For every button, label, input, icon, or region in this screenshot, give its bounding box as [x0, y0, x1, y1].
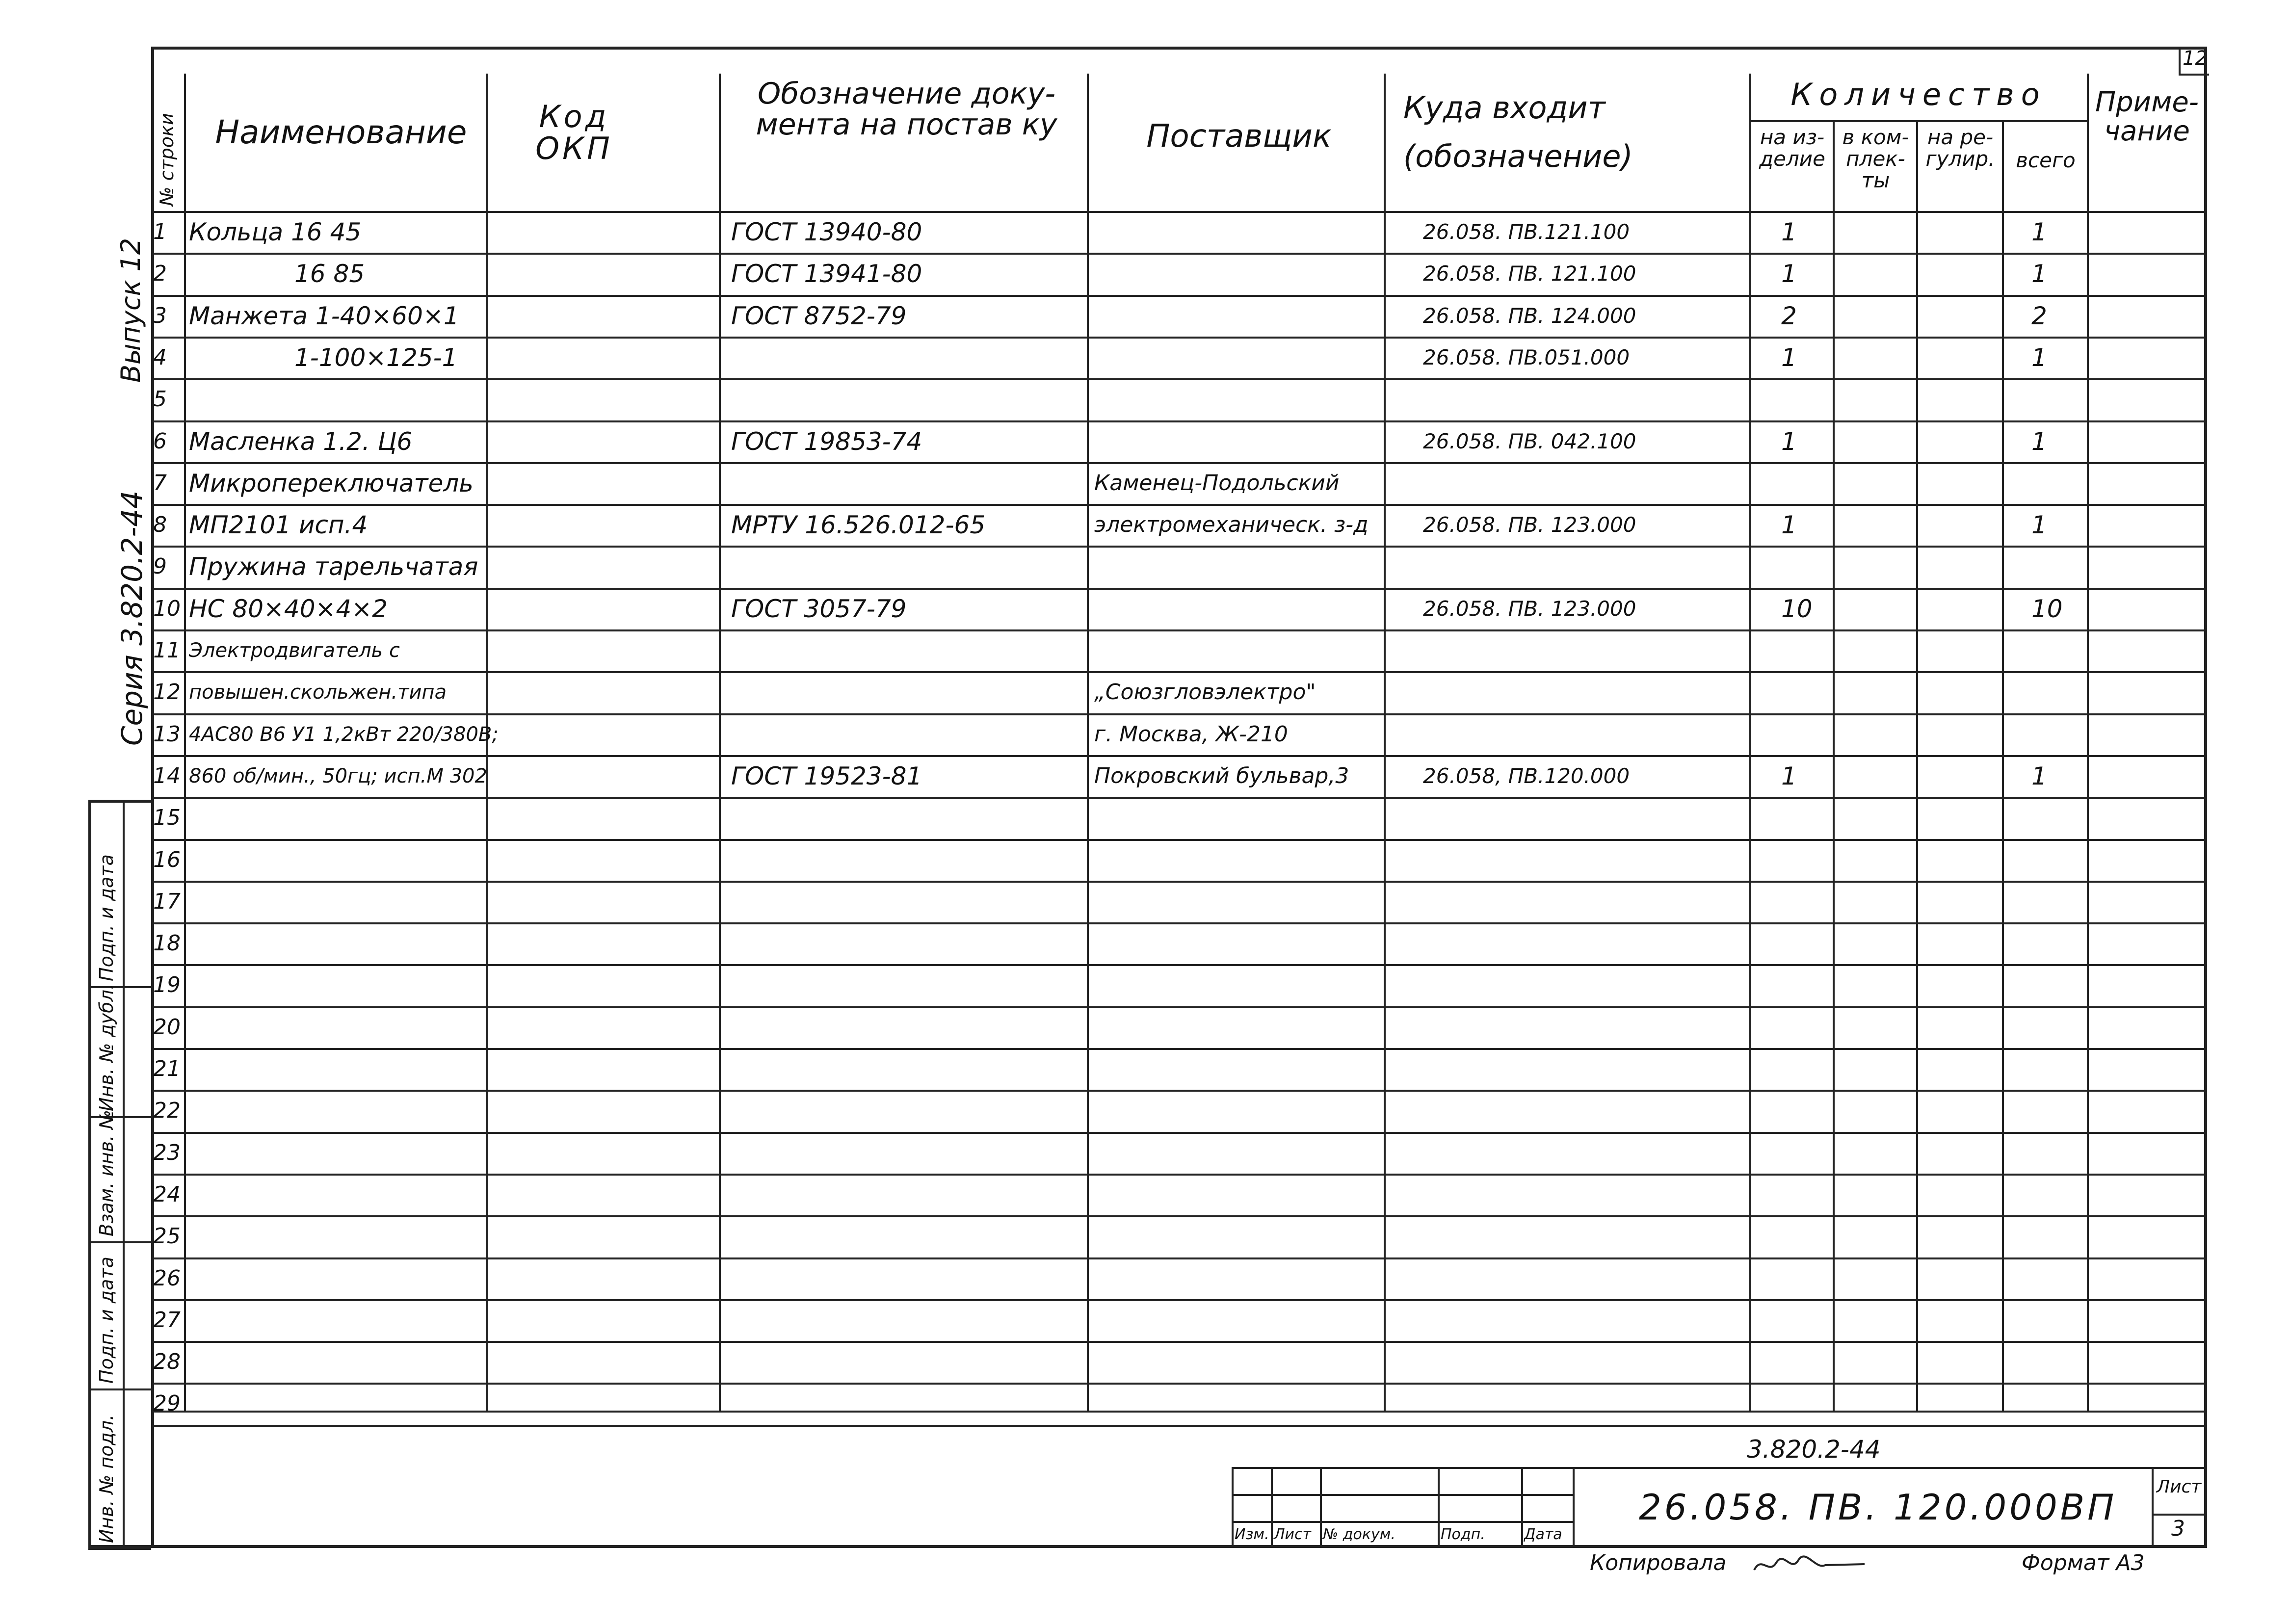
cell-supplier: Каменец-Подольский — [1094, 470, 1340, 496]
row-number: 29 — [153, 1391, 181, 1416]
cell-item: 1 — [1781, 218, 1797, 246]
row-line — [151, 1174, 2207, 1176]
cell-name: 860 об/мин., 50гц; исп.М 302 — [189, 764, 487, 787]
seriya-label: Серия 3.820.2-44 — [115, 490, 149, 746]
col-line-supplier — [1384, 74, 1386, 1411]
cell-total: 1 — [2031, 218, 2047, 246]
cell-where: 26.058. ПВ.121.100 — [1423, 220, 1630, 244]
row-number: 6 — [153, 428, 167, 454]
cell-name: повышен.скольжен.типа — [189, 681, 447, 704]
row-number: 28 — [153, 1349, 181, 1375]
cell-total: 1 — [2031, 343, 2047, 372]
cell-name: Микропереключатель — [189, 469, 474, 498]
copier-signature — [1752, 1550, 1869, 1580]
row-number: 27 — [153, 1307, 181, 1333]
cell-total: 1 — [2031, 511, 2047, 540]
copied-label: Копировала — [1590, 1550, 1727, 1575]
cell-where: 26.058. ПВ. 123.000 — [1423, 513, 1636, 537]
row-line — [151, 337, 2207, 339]
sheet-label: Лист — [2157, 1477, 2202, 1497]
stamp-col-label: Дата — [1524, 1526, 1562, 1543]
sheet-number: 3 — [2171, 1516, 2185, 1541]
cell-item: 10 — [1781, 594, 1813, 623]
header-supplier: Поставщик — [1146, 118, 1332, 155]
cell-supplier: Покровский бульвар,3 — [1094, 763, 1349, 788]
header-qty-repair: на ре-гулир. — [1925, 125, 1995, 171]
cell-doc: ГОСТ 19523-81 — [731, 761, 922, 790]
stamp-vline — [1521, 1467, 1523, 1548]
page-number: 12 — [2183, 47, 2208, 70]
row-line — [151, 1257, 2207, 1259]
header-qty-total: всего — [2016, 148, 2076, 172]
cell-total: 1 — [2031, 427, 2047, 456]
stamp-col-label: Изм. — [1235, 1526, 1269, 1543]
header-qty-item: на из-делие — [1759, 125, 1825, 171]
cell-item: 1 — [1781, 761, 1797, 790]
row-number: 12 — [153, 680, 181, 705]
cell-supplier: „Союзгловэлектро" — [1094, 680, 1316, 705]
row-line — [151, 1006, 2207, 1008]
col-line-num — [184, 74, 186, 1411]
qty-header-line — [1749, 120, 2087, 122]
col-line-total — [2087, 74, 2089, 1411]
cell-doc: ГОСТ 13941-80 — [731, 260, 922, 288]
header-doc: Обозначение доку-мента на постав ку — [756, 77, 1057, 142]
stamp-vline — [1320, 1467, 1322, 1548]
cell-where: 26.058. ПВ.051.000 — [1423, 345, 1630, 369]
row-line — [151, 839, 2207, 841]
header-bottom-line — [151, 211, 2207, 213]
header-note: Приме-чание — [2095, 86, 2199, 147]
side-strip-line — [88, 1388, 151, 1390]
row-number: 1 — [153, 219, 167, 244]
side-label: Подп. и дата — [96, 1257, 117, 1384]
cell-name: Кольца 16 45 — [189, 218, 362, 246]
side-label: Инв. № подл. — [96, 1414, 117, 1543]
doc-code: 26.058. ПВ. 120.000ВП — [1639, 1487, 2117, 1528]
stamp-col-label: № докум. — [1323, 1526, 1395, 1543]
cell-item: 1 — [1781, 511, 1797, 540]
row-line — [151, 1132, 2207, 1134]
row-number: 13 — [153, 721, 181, 747]
cell-doc: МРТУ 16.526.012-65 — [731, 511, 986, 540]
cell-where: 26.058, ПВ.120.000 — [1423, 763, 1630, 788]
cell-item: 1 — [1781, 260, 1797, 288]
row-number: 20 — [153, 1014, 181, 1040]
row-line — [151, 881, 2207, 883]
row-number: 8 — [153, 512, 167, 538]
stamp-vline — [1573, 1467, 1575, 1548]
row-line — [151, 1299, 2207, 1301]
cell-where: 26.058. ПВ. 123.000 — [1423, 596, 1636, 621]
row-line — [151, 922, 2207, 924]
row-number: 7 — [153, 470, 167, 496]
stamp-col-label: Лист — [1274, 1526, 1312, 1543]
row-number: 2 — [153, 261, 167, 287]
row-line — [151, 1383, 2207, 1385]
header-where: Куда входит (обозначение) — [1403, 90, 1633, 175]
header-qty-kit: в ком-плек-ты — [1842, 125, 1909, 193]
row-number: 22 — [153, 1098, 181, 1124]
cell-name: Электродвигатель с — [189, 639, 400, 662]
cell-name: Пружина тарельчатая — [189, 552, 478, 581]
header-okp: Код ОКП — [535, 99, 613, 167]
cell-doc: ГОСТ 13940-80 — [731, 218, 922, 246]
row-number: 23 — [153, 1140, 181, 1165]
cell-item: 1 — [1781, 427, 1797, 456]
row-number: 14 — [153, 763, 181, 788]
series-code: 3.820.2-44 — [1747, 1435, 1881, 1464]
cell-where: 26.058. ПВ. 042.100 — [1423, 429, 1636, 453]
row-number: 9 — [153, 554, 167, 579]
row-number: 21 — [153, 1056, 181, 1081]
cell-total: 2 — [2031, 301, 2047, 330]
side-label: Подп. и дата — [96, 854, 117, 981]
cell-doc: ГОСТ 8752-79 — [731, 301, 907, 330]
row-number: 11 — [153, 638, 181, 663]
row-number: 5 — [153, 387, 167, 412]
row-line — [151, 1090, 2207, 1092]
side-label: Взам. инв. № — [96, 1109, 117, 1236]
vypusk-label: Выпуск 12 — [115, 237, 146, 383]
side-strip-line — [88, 1548, 151, 1550]
row-line — [151, 964, 2207, 966]
row-number: 26 — [153, 1265, 181, 1291]
cell-total: 1 — [2031, 761, 2047, 790]
col-line-where — [1749, 74, 1751, 1411]
cell-name: НС 80×40×4×2 — [189, 594, 388, 623]
cell-name: 1-100×125-1 — [294, 343, 458, 372]
format-label: Формат А3 — [2022, 1550, 2145, 1575]
stamp-vline — [1271, 1467, 1273, 1548]
cell-name: 4АС80 В6 У1 1,2кВт 220/380В; — [189, 723, 499, 746]
cell-item: 1 — [1781, 343, 1797, 372]
row-number: 4 — [153, 344, 167, 370]
row-line — [151, 1215, 2207, 1217]
row-number: 10 — [153, 596, 181, 621]
row-line — [151, 1425, 2207, 1427]
col-line-doc — [1087, 74, 1089, 1411]
col-line-okp — [719, 74, 721, 1411]
row-number: 19 — [153, 972, 181, 998]
cell-name: Масленка 1.2. Ц6 — [189, 427, 413, 456]
row-line — [151, 378, 2207, 380]
row-number: 25 — [153, 1224, 181, 1249]
cell-item: 2 — [1781, 301, 1797, 330]
cell-total: 1 — [2031, 260, 2047, 288]
cell-name: 16 85 — [294, 260, 365, 288]
side-strip-line — [88, 1241, 151, 1243]
stamp-col-label: Подп. — [1441, 1526, 1485, 1543]
side-strip-divider — [123, 800, 125, 1548]
row-line — [151, 1048, 2207, 1050]
row-number: 17 — [153, 889, 181, 914]
row-number: 3 — [153, 303, 167, 328]
cell-total: 10 — [2031, 594, 2063, 623]
row-line — [151, 420, 2207, 422]
sheet-hline — [2152, 1514, 2207, 1516]
side-label: Инв. № дубл. — [96, 984, 117, 1111]
header-qty: Количество — [1790, 77, 2047, 112]
row-line — [151, 1341, 2207, 1343]
bottom-table-line — [151, 1411, 2207, 1413]
stamp-vline — [1232, 1467, 1234, 1548]
cell-name: Манжета 1-40×60×1 — [189, 301, 459, 330]
cell-doc: ГОСТ 3057-79 — [731, 594, 907, 623]
cell-doc: ГОСТ 19853-74 — [731, 427, 922, 456]
cell-where: 26.058. ПВ. 121.100 — [1423, 262, 1636, 286]
cell-supplier: электромеханическ. з-д — [1094, 512, 1369, 538]
cell-name: МП2101 исп.4 — [189, 511, 368, 540]
row-number: 24 — [153, 1181, 181, 1207]
row-number: 16 — [153, 847, 181, 872]
row-line — [151, 629, 2207, 631]
row-number: 15 — [153, 805, 181, 831]
cell-where: 26.058. ПВ. 124.000 — [1423, 303, 1636, 328]
row-line — [151, 295, 2207, 297]
row-number: 18 — [153, 931, 181, 956]
stamp-vline — [1438, 1467, 1440, 1548]
cell-supplier: г. Москва, Ж-210 — [1094, 721, 1288, 747]
row-line — [151, 253, 2207, 255]
header-row-no: № строки — [156, 113, 178, 206]
sheet-divider — [2152, 1467, 2154, 1548]
header-name: Наименование — [215, 113, 467, 151]
